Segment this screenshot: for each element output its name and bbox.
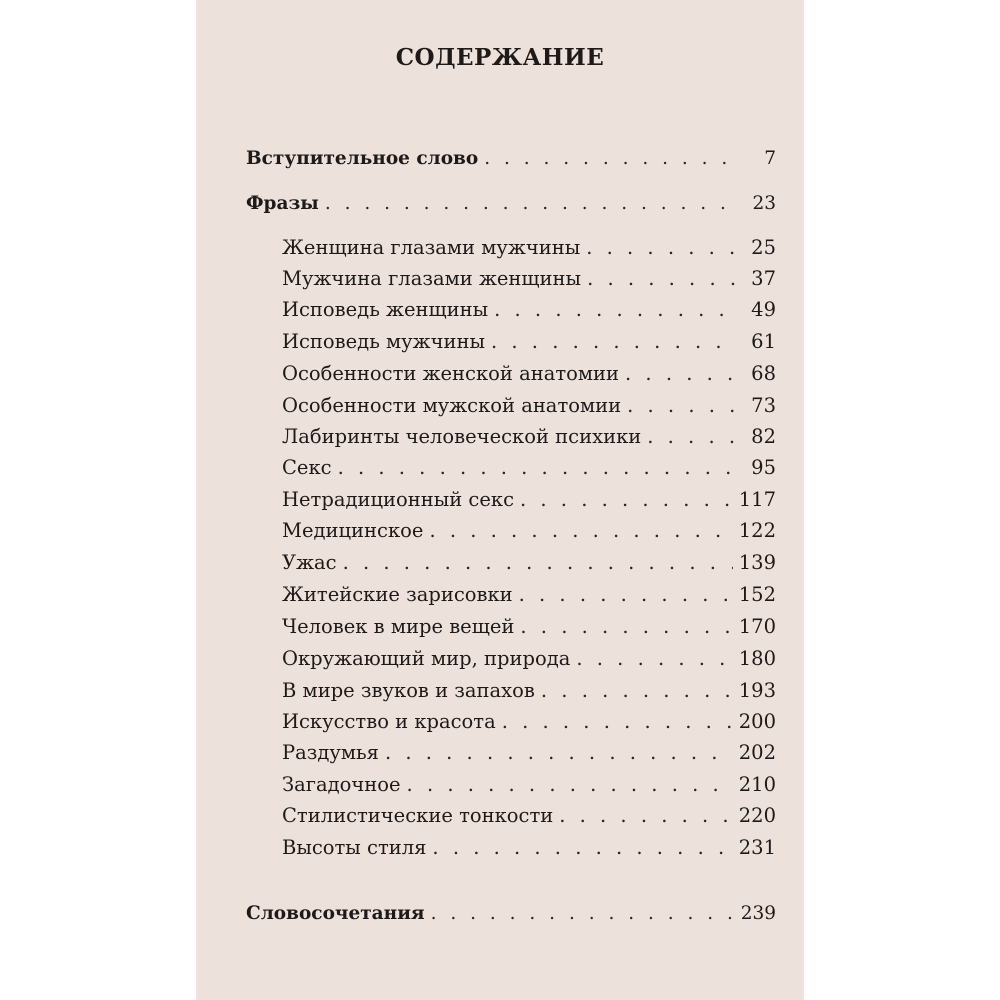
toc-entry-page: 122 [738, 519, 776, 542]
toc-entry-page: 200 [738, 710, 776, 733]
dot-leader [432, 836, 732, 859]
toc-entry-page: 25 [751, 236, 776, 259]
toc-entry-label: Окружающий мир, природа [282, 647, 571, 670]
toc-subentry [282, 394, 776, 417]
dot-leader [520, 488, 733, 511]
toc-entry-label: Житейские зарисовки [282, 583, 513, 606]
toc-entry-page: 82 [751, 425, 776, 448]
toc-entry-label: Особенности женской анатомии [282, 362, 620, 385]
dot-leader [502, 710, 733, 733]
toc-entry-phrases [246, 193, 776, 214]
toc-subentry [282, 773, 776, 796]
toc-subentry [282, 804, 776, 827]
dot-leader [520, 615, 732, 638]
toc-entry-label: Искусство и красота [282, 710, 496, 733]
dot-leader [407, 773, 733, 796]
toc-entry-page: 7 [764, 148, 776, 169]
toc-entry-page: 117 [738, 488, 776, 511]
dot-leader [385, 741, 733, 764]
toc-entry-label: Особенности мужской анатомии [282, 394, 622, 417]
toc-subentry [282, 836, 776, 859]
book-page [196, 0, 804, 1000]
dot-leader [541, 679, 733, 702]
toc-entry-label: Фразы [246, 193, 319, 214]
toc-entry-page: 170 [738, 615, 776, 638]
toc-entry-page: 193 [738, 679, 776, 702]
dot-leader [625, 362, 736, 385]
toc-entry-label: Мужчина глазами женщины [282, 267, 582, 290]
toc-subentry [282, 615, 776, 638]
dot-leader [647, 425, 736, 448]
toc-subentry [282, 267, 776, 290]
toc-subentry [282, 362, 776, 385]
dot-leader [627, 394, 736, 417]
toc-entry-introduction [246, 148, 776, 169]
toc-entry-page: 239 [740, 903, 776, 924]
toc-entry-label: Ужас [282, 551, 337, 574]
dot-leader [325, 193, 736, 214]
toc-subentry [282, 488, 776, 511]
toc-entry-page: 220 [738, 804, 776, 827]
toc-subentry [282, 298, 776, 321]
toc-entry-page: 152 [738, 583, 776, 606]
toc-entry-label: Исповедь мужчины [282, 330, 485, 353]
toc-entry-collocations [246, 903, 776, 924]
toc-entry-label: Словосочетания [246, 903, 425, 924]
toc-entry-label: Секс [282, 456, 332, 479]
toc-entry-page: 139 [738, 551, 776, 574]
toc-subentry [282, 710, 776, 733]
toc-entry-page: 73 [751, 394, 776, 417]
toc-entry-label: Стилистические тонкости [282, 804, 554, 827]
toc-entry-page: 210 [738, 773, 776, 796]
dot-leader [484, 148, 736, 169]
toc-subentry [282, 330, 776, 353]
toc-entry-page: 231 [738, 836, 776, 859]
toc-entry-page: 61 [751, 330, 776, 353]
toc-entry-label: Раздумья [282, 741, 379, 764]
toc-entry-label: Вступительное слово [246, 148, 479, 169]
dot-leader [429, 519, 732, 542]
toc-entry-page: 23 [752, 193, 776, 214]
dot-leader [586, 236, 736, 259]
toc-subentry [282, 679, 776, 702]
dot-leader [338, 456, 736, 479]
toc-subentry [282, 456, 776, 479]
toc-entry-page: 202 [738, 741, 776, 764]
toc-entry-page: 180 [738, 647, 776, 670]
toc-subentry [282, 425, 776, 448]
toc-entry-page: 37 [751, 267, 776, 290]
dot-leader [576, 647, 732, 670]
dot-leader [431, 903, 735, 924]
toc-entry-label: Лабиринты человеческой психики [282, 425, 642, 448]
toc-subentry [282, 519, 776, 542]
toc-entry-page: 68 [751, 362, 776, 385]
toc-subentry [282, 741, 776, 764]
dot-leader [491, 330, 736, 353]
dot-leader [494, 298, 736, 321]
toc-entry-label: Медицинское [282, 519, 424, 542]
toc-entry-label: В мире звуков и запахов [282, 679, 535, 702]
dot-leader [519, 583, 733, 606]
toc-entry-page: 95 [751, 456, 776, 479]
toc-entry-label: Загадочное [282, 773, 401, 796]
dot-leader [587, 267, 736, 290]
page-title: СОДЕРЖАНИЕ [395, 44, 605, 71]
toc-subentry [282, 236, 776, 259]
toc-entry-label: Человек в мире вещей [282, 615, 515, 638]
toc-subentry [282, 551, 776, 574]
dot-leader [559, 804, 733, 827]
toc-subentry [282, 647, 776, 670]
toc-entry-label: Женщина глазами мужчины [282, 236, 581, 259]
dot-leader [343, 551, 733, 574]
toc-subentry [282, 583, 776, 606]
toc-entry-label: Высоты стиля [282, 836, 427, 859]
toc-entry-label: Нетрадиционный секс [282, 488, 515, 511]
toc-entry-page: 49 [751, 298, 776, 321]
toc-entry-label: Исповедь женщины [282, 298, 489, 321]
